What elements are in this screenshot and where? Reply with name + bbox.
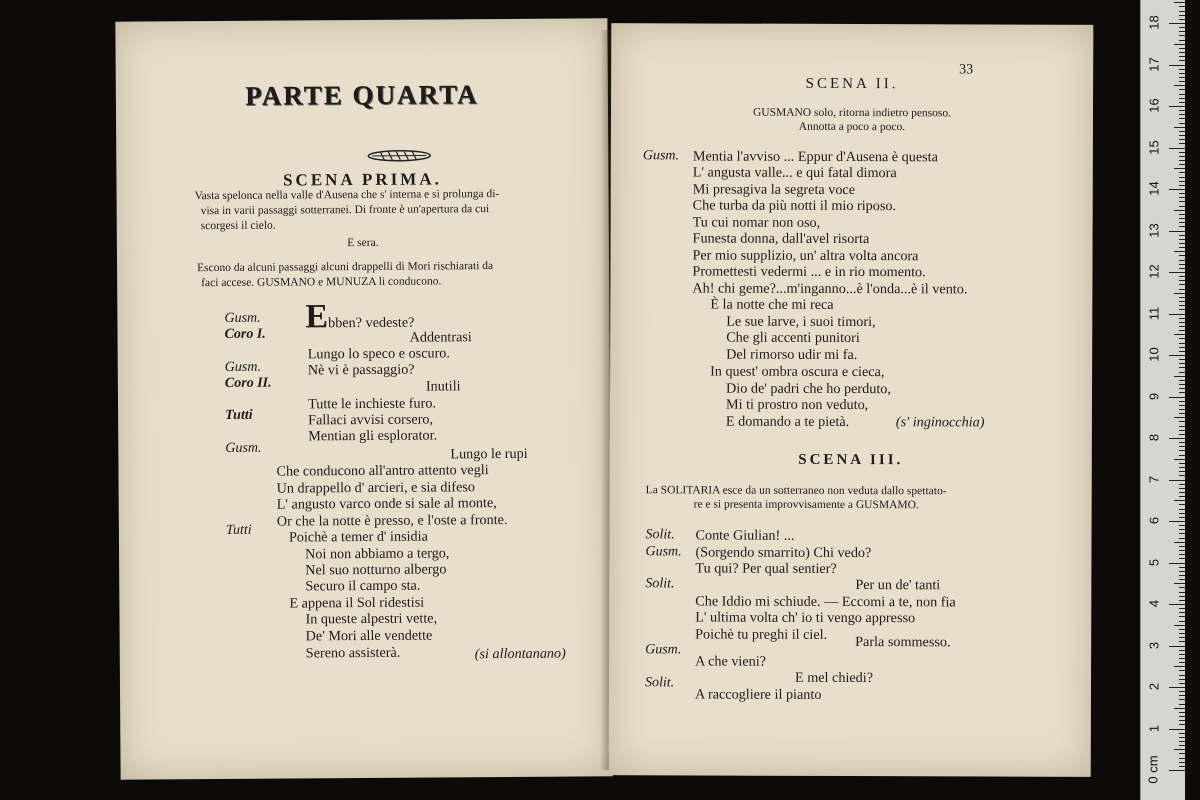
ruler-number: 6 [1146, 516, 1162, 525]
verse-line: Del rimorso udir mi fa. [726, 346, 858, 364]
ruler-tick [1179, 226, 1185, 227]
ruler-tick [1179, 455, 1185, 456]
ruler-tick [1179, 405, 1185, 406]
ruler-tick [1179, 762, 1185, 763]
part-title: PARTE QUARTA [245, 79, 479, 111]
ruler-tick [1179, 123, 1185, 124]
scene-title-3: SCENA III. [798, 451, 904, 469]
ruler-tick [1174, 583, 1185, 584]
entrance-line-2: faci accese. GUSMANO e MUNUZA li conducono. [201, 275, 442, 290]
ruler-tick [1179, 156, 1185, 157]
speaker-label: Coro I. [224, 326, 266, 342]
ruler-tick [1179, 658, 1185, 659]
ruler-tick [1179, 675, 1185, 676]
verse-line: Mentian gli esplorator. [308, 427, 438, 445]
ruler-tick [1179, 152, 1185, 153]
ruler-tick [1179, 579, 1185, 580]
ruler-tick [1174, 459, 1185, 460]
speaker-label: Gusm. [225, 440, 262, 456]
verse-line: A raccogliere il pianto [694, 686, 822, 703]
ruler-tick [1179, 529, 1185, 530]
ruler-number: 0 cm [1145, 755, 1161, 784]
drop-cap: E [305, 298, 329, 336]
ruler-tick [1169, 563, 1185, 564]
ruler-tick [1179, 612, 1185, 613]
ruler-tick [1179, 670, 1185, 671]
ruler-number: 16 [1146, 98, 1162, 113]
ruler-tick [1179, 309, 1185, 310]
ruler-tick [1179, 284, 1185, 285]
speaker-label: Solit. [645, 576, 675, 592]
ruler-tick [1179, 641, 1185, 642]
ruler-tick [1174, 708, 1185, 709]
ruler-tick [1179, 463, 1185, 464]
verse-line: Sereno assisterà. [305, 644, 401, 662]
ruler-tick [1169, 189, 1185, 190]
ruler-tick [1179, 662, 1185, 663]
ruler-tick [1174, 334, 1185, 335]
ruler-tick [1174, 666, 1185, 667]
ruler-tick [1169, 438, 1185, 439]
scene3-note-line-2: re e si presenta improvvisamente a GUSMAMO. [693, 498, 919, 512]
verse-line: Noi non abbiamo a tergo, [305, 545, 450, 563]
ruler-tick [1179, 679, 1185, 680]
verse-line: Che gli accenti punitori [726, 329, 860, 347]
ruler-number: 1 [1146, 724, 1162, 732]
verse-line: Per mio supplizio, un' altra volta ancora [692, 247, 919, 265]
ornament-divider-icon [366, 148, 432, 164]
ruler-tick [1179, 467, 1185, 468]
ruler-tick [1179, 737, 1185, 738]
ruler-tick [1179, 592, 1185, 593]
ruler-tick [1169, 521, 1185, 522]
ruler-tick [1179, 430, 1185, 431]
ruler-tick [1179, 185, 1185, 186]
ruler-tick [1174, 127, 1185, 128]
ruler-tick [1179, 496, 1185, 497]
ruler-tick [1174, 376, 1185, 377]
ruler-tick [1179, 280, 1185, 281]
ruler-tick [1174, 542, 1185, 543]
ruler-tick [1179, 114, 1185, 115]
ruler-tick [1179, 475, 1185, 476]
ruler-number: 14 [1146, 181, 1162, 196]
ruler-tick [1174, 417, 1185, 418]
ruler-tick [1179, 52, 1185, 53]
ruler-tick [1179, 255, 1185, 256]
scene2-note-line-1: GUSMANO solo, ritorna indietro pensoso. [752, 106, 952, 120]
ruler-tick [1179, 637, 1185, 638]
verse-line: L' angusta valle... e qui fatal dimora [692, 164, 897, 182]
ruler-tick [1179, 218, 1185, 219]
ruler-number: 3 [1146, 641, 1162, 649]
ruler-tick [1169, 65, 1185, 66]
ruler-tick [1179, 413, 1185, 414]
ruler-tick [1179, 608, 1185, 609]
ruler-tick [1174, 251, 1185, 252]
ruler-tick [1179, 492, 1185, 493]
speaker-label: Gusm. [224, 310, 261, 326]
verse-line: Inutili [425, 378, 461, 395]
ruler-number: 9 [1146, 392, 1162, 400]
ruler-tick [1179, 699, 1185, 700]
ruler-tick [1179, 160, 1185, 161]
ruler-tick [1179, 330, 1185, 331]
verse-line: Tu cui nomar non oso, [692, 214, 821, 231]
ruler-tick [1179, 550, 1185, 551]
ruler-number: 7 [1146, 475, 1162, 483]
ruler-tick [1179, 338, 1185, 339]
ruler-tick [1179, 305, 1185, 306]
ruler-tick [1179, 434, 1185, 435]
right-page [609, 23, 1094, 777]
ruler-tick [1179, 347, 1185, 348]
ruler-tick [1169, 355, 1185, 356]
ruler-tick [1179, 691, 1185, 692]
verse-line: Mi presagiva la segreta voce [692, 181, 856, 199]
ruler-tick [1179, 110, 1185, 111]
verse-line: Ah! chi geme?...m'inganno...è l'onda...è il vento. [692, 280, 968, 298]
verse-line: Tu qui? Per qual sentier? [695, 560, 837, 577]
verse-line: E mel chiedi? [795, 669, 874, 687]
verse-line: Che turba da più notti il mio riposo. [692, 197, 897, 215]
ruler-number: 2 [1146, 682, 1162, 691]
ruler-tick [1179, 177, 1185, 178]
ruler-tick [1179, 488, 1185, 489]
ruler-tick [1179, 201, 1185, 202]
ruler-tick [1179, 172, 1185, 173]
ruler-tick [1179, 388, 1185, 389]
ruler-tick [1179, 81, 1185, 82]
ruler-tick [1179, 197, 1185, 198]
stage-direction: (s' inginocchia) [895, 414, 985, 431]
ruler-tick [1179, 164, 1185, 165]
left-page [115, 18, 612, 779]
ruler-tick [1179, 554, 1185, 555]
ruler-tick [1179, 558, 1185, 559]
ruler-tick [1174, 2, 1185, 3]
verse-line: Un drappello d' arcieri, e sia difeso [276, 479, 476, 497]
ruler-tick [1179, 446, 1185, 447]
ruler-number: 11 [1146, 306, 1162, 320]
verse-line: Nè vi è passaggio? [307, 361, 415, 379]
ruler-tick [1179, 363, 1185, 364]
scene-title-2: SCENA II. [805, 75, 899, 93]
verse-line: Lungo lo speco e oscuro. [307, 345, 450, 363]
ruler-tick [1179, 326, 1185, 327]
ruler-tick [1179, 758, 1185, 759]
ruler-tick [1179, 35, 1185, 36]
setting-line-2: visa in varii passaggi sotterranei. Di fronte è un'apertura da cui [200, 203, 490, 218]
ruler-tick [1179, 94, 1185, 95]
ruler-tick [1179, 633, 1185, 634]
ruler-tick [1179, 301, 1185, 302]
verse-line: Mentia l'avviso ... Eppur d'Ausena è questa [692, 148, 938, 166]
ruler-tick [1179, 450, 1185, 451]
verse-line: E appena il Sol ridestisi [289, 594, 425, 612]
ruler-tick [1179, 247, 1185, 248]
ruler-tick [1179, 525, 1185, 526]
scene3-note-line-1: La SOLITARIA esce da un sotterraneo non veduta dallo spettato- [645, 484, 947, 498]
ruler-tick [1179, 716, 1185, 717]
ruler-tick [1179, 139, 1185, 140]
setting-line-3: scorgesi il cielo. [200, 219, 276, 233]
ruler-tick [1169, 148, 1185, 149]
ruler-tick [1179, 421, 1185, 422]
ruler-number: 5 [1146, 558, 1162, 566]
verse-line: Addentrasi [409, 329, 472, 346]
verse-line: Promettesti vedermi ... e in rio momento. [692, 263, 926, 281]
ruler-tick [1179, 19, 1185, 20]
ruler-tick [1179, 297, 1185, 298]
ruler-tick [1179, 538, 1185, 539]
ruler-tick [1179, 56, 1185, 57]
ruler-tick [1179, 575, 1185, 576]
speaker-label: Tutti [225, 522, 252, 538]
ruler-tick [1179, 596, 1185, 597]
ruler-tick [1179, 222, 1185, 223]
ruler-tick [1179, 15, 1185, 16]
verse-line: Per un de' tanti [855, 577, 941, 594]
ruler-tick [1179, 289, 1185, 290]
ruler-tick [1169, 272, 1185, 273]
ruler-tick [1174, 85, 1185, 86]
verse-line: E domando a te pietà. [725, 413, 850, 430]
verse-line: Che conducono all'antro attento vegli [276, 462, 489, 480]
speaker-label: Tutti [225, 407, 253, 423]
ruler-tick [1179, 380, 1185, 381]
verse-line: bben? vedeste? [328, 314, 415, 332]
verse-line: De' Mori alle vendette [305, 627, 433, 645]
ruler-tick [1179, 235, 1185, 236]
ruler-number: 15 [1146, 139, 1162, 155]
verse-line: Dio de' padri che ho perduto, [726, 380, 891, 398]
ruler-tick [1179, 73, 1185, 74]
scene2-note-line-2: Annotta a poco a poco. [798, 120, 906, 134]
ruler-tick [1179, 131, 1185, 132]
ruler-tick [1179, 484, 1185, 485]
page-number: 33 [959, 62, 974, 78]
ruler-tick [1179, 243, 1185, 244]
verse-line: In queste alpestri vette, [305, 610, 438, 628]
ruler-number: 4 [1146, 599, 1162, 608]
ruler-tick [1179, 6, 1185, 7]
ruler-tick [1179, 60, 1185, 61]
ruler-tick [1174, 749, 1185, 750]
ruler-tick [1179, 343, 1185, 344]
ruler-tick [1179, 135, 1185, 136]
ruler-tick [1169, 23, 1185, 24]
ruler-tick [1169, 106, 1185, 107]
ruler-tick [1179, 77, 1185, 78]
ruler-tick [1179, 517, 1185, 518]
ruler-tick [1179, 69, 1185, 70]
verse-line: Conte Giulian! ... [695, 527, 795, 544]
verse-line: Lungo le rupi [450, 445, 528, 463]
scene-title-1: SCENA PRIMA. [282, 169, 442, 190]
ruler-tick [1179, 392, 1185, 393]
ruler-tick [1179, 401, 1185, 402]
ruler-tick [1179, 533, 1185, 534]
ruler-tick [1179, 442, 1185, 443]
verse-line: Mi ti prostro non veduto, [725, 396, 869, 414]
ruler-tick [1169, 729, 1185, 730]
speaker-label: Coro II. [224, 375, 272, 391]
ruler-tick [1179, 720, 1185, 721]
ruler-tick [1169, 480, 1185, 481]
verse-line: Parla sommesso. [855, 634, 951, 651]
verse-line: (Sorgendo smarrito) Chi vedo? [695, 544, 872, 562]
ruler-tick [1179, 504, 1185, 505]
ruler-tick [1174, 500, 1185, 501]
speaker-label: Solit. [645, 527, 675, 543]
verse-line: Funesta donna, dall'avel risorta [692, 230, 870, 248]
ruler-tick [1179, 621, 1185, 622]
ruler-tick [1179, 600, 1185, 601]
ruler-tick [1174, 210, 1185, 211]
ruler-tick [1179, 683, 1185, 684]
ruler-tick [1179, 567, 1185, 568]
speaker-label: Gusm. [224, 359, 261, 375]
ruler-number: 8 [1146, 433, 1162, 442]
ruler-tick [1179, 31, 1185, 32]
verse-line: L' ultima volta ch' io ti vengo appresso [695, 609, 916, 627]
verse-line: Che Iddio mi schiude. — Eccomi a te, non fia [695, 593, 956, 611]
ruler-tick [1179, 143, 1185, 144]
ruler-tick [1179, 181, 1185, 182]
verse-line: A che vieni? [695, 653, 767, 670]
ruler-tick [1169, 397, 1185, 398]
ruler-tick [1179, 695, 1185, 696]
ruler-tick [1179, 89, 1185, 90]
ruler-tick [1179, 724, 1185, 725]
ruler-tick [1179, 587, 1185, 588]
ruler-tick [1179, 384, 1185, 385]
speaker-label: Solit. [644, 675, 675, 691]
ruler-tick [1179, 98, 1185, 99]
entrance-line-1: Escono da alcuni passaggi alcuni drappelli di Mori rischiarati da [197, 260, 494, 275]
ruler-tick [1179, 766, 1185, 767]
ruler-tick [1169, 604, 1185, 605]
verse-line: Nel suo notturno albergo [305, 561, 447, 579]
ruler-tick [1179, 571, 1185, 572]
verse-line: Tutte le inchieste furo. [307, 395, 437, 413]
ruler-tick [1179, 359, 1185, 360]
ruler-tick [1179, 471, 1185, 472]
ruler-tick [1179, 733, 1185, 734]
ruler-tick [1179, 372, 1185, 373]
ruler-tick [1179, 409, 1185, 410]
ruler-number: 12 [1146, 264, 1162, 279]
ruler-tick [1179, 260, 1185, 261]
verse-line: Le sue larve, i suoi timori, [726, 313, 876, 331]
ruler-tick [1179, 264, 1185, 265]
ruler-tick [1169, 770, 1185, 771]
ruler-tick [1179, 27, 1185, 28]
ruler-tick [1179, 654, 1185, 655]
ruler-tick [1169, 646, 1185, 647]
ruler-tick [1179, 509, 1185, 510]
verse-line: Fallaci avvisi corsero, [308, 411, 434, 429]
measurement-ruler [1140, 0, 1185, 800]
ruler-tick [1179, 704, 1185, 705]
ruler-tick [1179, 546, 1185, 547]
ruler-tick [1179, 239, 1185, 240]
speaker-label: Gusm. [645, 544, 682, 560]
verse-line: È la notte che mi reca [710, 296, 834, 313]
ruler-tick [1179, 48, 1185, 49]
ruler-tick [1179, 741, 1185, 742]
verse-line: In quest' ombra oscura e cieca, [710, 363, 885, 381]
verse-line: Securo il campo sta. [305, 577, 421, 595]
ruler-tick [1179, 193, 1185, 194]
ruler-tick [1179, 102, 1185, 103]
time-note: E sera. [347, 236, 379, 250]
ruler-tick [1174, 168, 1185, 169]
ruler-tick [1179, 629, 1185, 630]
ruler-tick [1179, 367, 1185, 368]
ruler-tick [1179, 513, 1185, 514]
ruler-tick [1179, 318, 1185, 319]
ruler-tick [1169, 687, 1185, 688]
stage-direction: (si allontanano) [474, 645, 566, 663]
setting-line-1: Vasta spelonca nella valle d'Ausena che s' interna e si prolunga di- [194, 188, 500, 203]
ruler-tick [1179, 268, 1185, 269]
verse-line: Poichè tu preghi il ciel. [695, 626, 828, 643]
ruler-tick [1179, 322, 1185, 323]
ruler-tick [1179, 712, 1185, 713]
ruler-tick [1179, 616, 1185, 617]
ruler-tick [1179, 11, 1185, 12]
ruler-tick [1179, 206, 1185, 207]
ruler-tick [1179, 40, 1185, 41]
ruler-tick [1179, 276, 1185, 277]
ruler-tick [1179, 118, 1185, 119]
ruler-number: 17 [1146, 56, 1162, 72]
ruler-number: 18 [1146, 15, 1162, 30]
ruler-tick [1174, 293, 1185, 294]
first-verse-line [305, 298, 415, 336]
speaker-label: Gusm. [642, 148, 680, 164]
ruler-tick [1179, 351, 1185, 352]
ruler-number: 13 [1146, 222, 1162, 238]
ruler-tick [1169, 314, 1185, 315]
ruler-tick [1179, 650, 1185, 651]
ruler-tick [1174, 44, 1185, 45]
verse-line: Poichè a temer d' insidia [288, 528, 428, 546]
ruler-tick [1179, 214, 1185, 215]
ruler-tick [1179, 426, 1185, 427]
ruler-tick [1179, 745, 1185, 746]
ruler-number: 10 [1146, 347, 1162, 362]
ruler-tick [1179, 753, 1185, 754]
ruler-tick [1174, 625, 1185, 626]
speaker-label: Gusm. [645, 642, 682, 658]
verse-line: Or che la notte è presso, e l'oste a fronte. [276, 512, 508, 530]
ruler-tick [1169, 231, 1185, 232]
verse-line: L' angusto varco onde si sale al monte, [276, 495, 497, 513]
